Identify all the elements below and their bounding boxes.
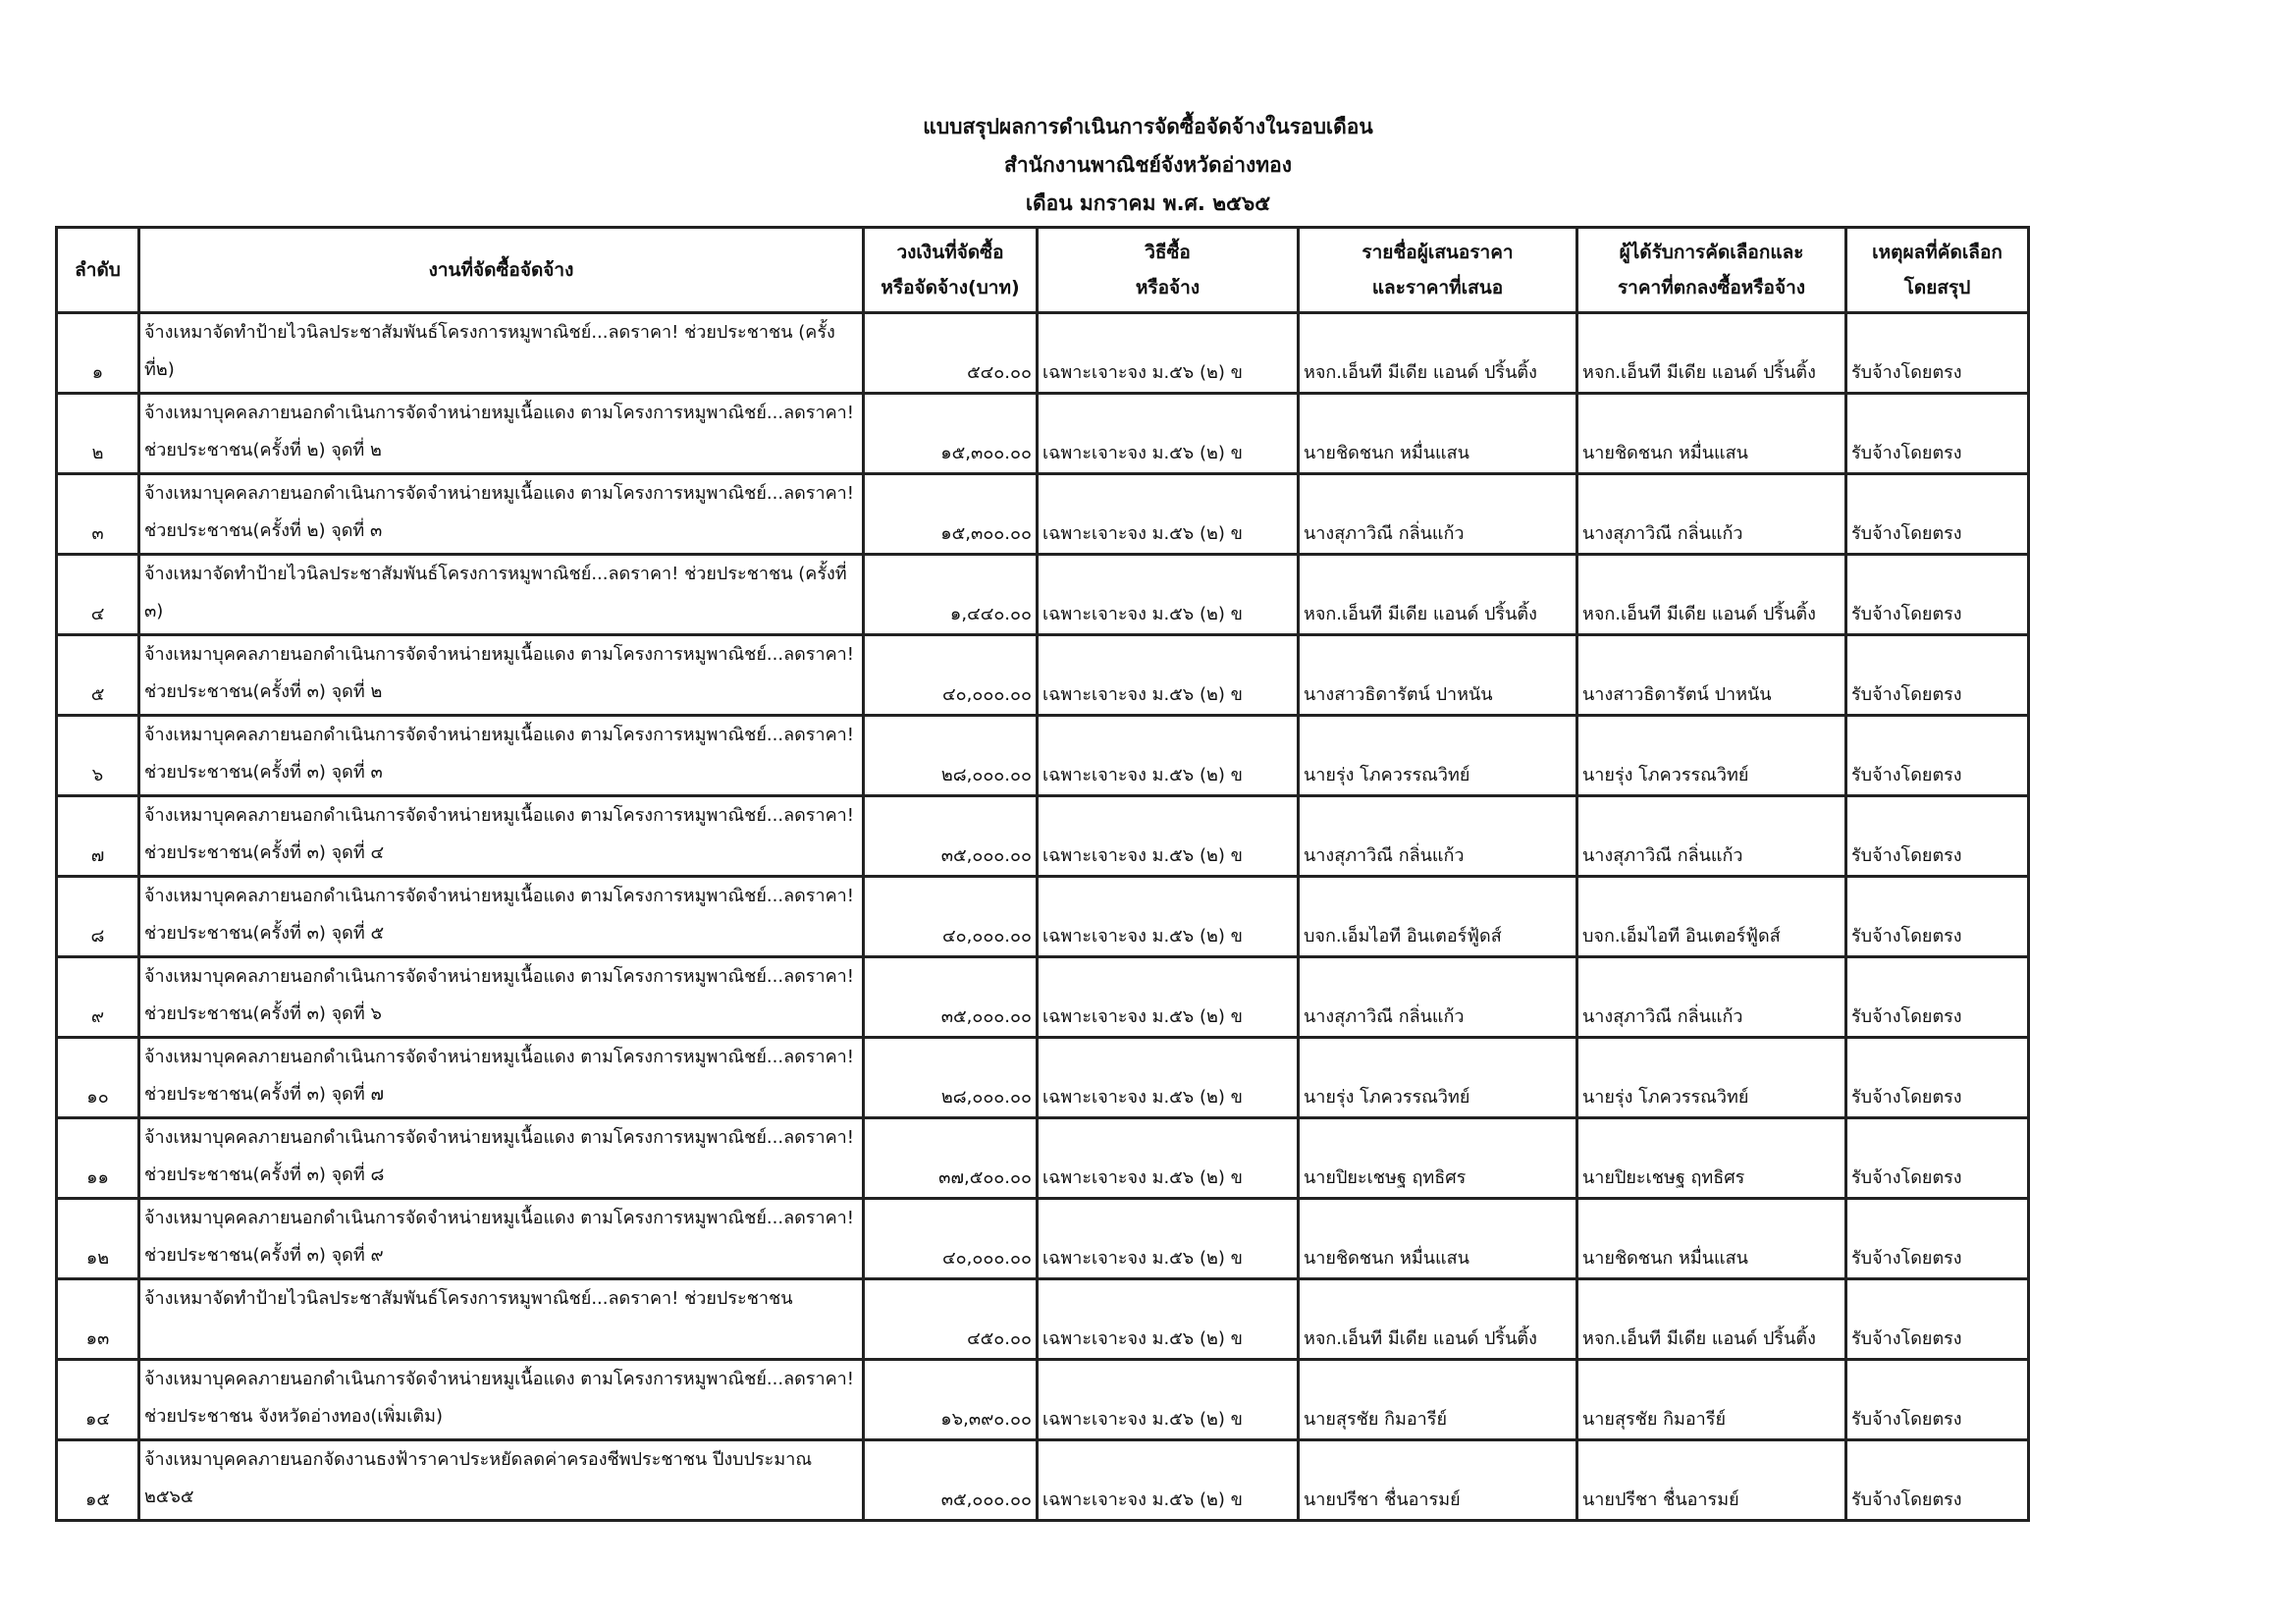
- cell-task: จ้างเหมาบุคคลภายนอกดำเนินการจัดจำหน่ายหมูเนื้อแดง ตามโครงการหมูพาณิชย์...ลดราคา! ช่วยประชาชน(ครั้งที่ ๒) จุดที่ ๒: [139, 394, 864, 474]
- table-row: [57, 313, 2029, 394]
- cell-no: ๑๕: [57, 1440, 139, 1521]
- cell-no: ๖: [57, 716, 139, 796]
- cell-task: จ้างเหมาบุคคลภายนอกจัดงานธงฟ้าราคาประหยัดลดค่าครองชีพประชาชน ปีงบประมาณ ๒๕๖๕: [139, 1440, 864, 1521]
- cell-winner: นายปรีชา ชื่นอารมย์: [1577, 1440, 1846, 1521]
- header-reason: เหตุผลที่คัดเลือก โดยสรุป: [1846, 228, 2029, 313]
- cell-bidder: นายปรีชา ชื่นอารมย์: [1299, 1440, 1577, 1521]
- cell-winner: บจก.เอ็มไอที อินเตอร์ฟู้ดส์: [1577, 877, 1846, 957]
- cell-no: ๑: [57, 313, 139, 394]
- cell-budget: ๓๗,๕๐๐.๐๐: [864, 1118, 1038, 1199]
- table-row: [57, 1199, 2029, 1279]
- cell-winner: นายรุ่ง โภควรรณวิทย์: [1577, 716, 1846, 796]
- table-row: [57, 1440, 2029, 1521]
- header-no: ลำดับ: [57, 228, 139, 313]
- cell-no: ๓: [57, 474, 139, 555]
- cell-task: จ้างเหมาบุคคลภายนอกดำเนินการจัดจำหน่ายหมูเนื้อแดง ตามโครงการหมูพาณิชย์...ลดราคา! ช่วยประชาชน จังหวัดอ่างทอง(เพิ่มเติม): [139, 1360, 864, 1440]
- cell-budget: ๔๐,๐๐๐.๐๐: [864, 635, 1038, 716]
- cell-budget: ๑,๔๔๐.๐๐: [864, 555, 1038, 635]
- cell-budget: ๑๕,๓๐๐.๐๐: [864, 474, 1038, 555]
- cell-winner: นางสุภาวิณี กลิ่นแก้ว: [1577, 796, 1846, 877]
- cell-task: จ้างเหมาบุคคลภายนอกดำเนินการจัดจำหน่ายหมูเนื้อแดง ตามโครงการหมูพาณิชย์...ลดราคา! ช่วยประชาชน(ครั้งที่ ๓) จุดที่ ๓: [139, 716, 864, 796]
- cell-method: เฉพาะเจาะจง ม.๕๖ (๒) ข: [1038, 716, 1299, 796]
- cell-no: ๕: [57, 635, 139, 716]
- cell-budget: ๕๔๐.๐๐: [864, 313, 1038, 394]
- cell-reason: รับจ้างโดยตรง: [1846, 957, 2029, 1038]
- cell-budget: ๔๕๐.๐๐: [864, 1279, 1038, 1360]
- cell-reason: รับจ้างโดยตรง: [1846, 1360, 2029, 1440]
- table-row: [57, 957, 2029, 1038]
- cell-reason: รับจ้างโดยตรง: [1846, 313, 2029, 394]
- cell-bidder: หจก.เอ็นที มีเดีย แอนด์ ปริ้นติ้ง: [1299, 313, 1577, 394]
- cell-budget: ๔๐,๐๐๐.๐๐: [864, 877, 1038, 957]
- table-row: [57, 1038, 2029, 1118]
- cell-reason: รับจ้างโดยตรง: [1846, 1118, 2029, 1199]
- table-row: [57, 1118, 2029, 1199]
- cell-winner: หจก.เอ็นที มีเดีย แอนด์ ปริ้นติ้ง: [1577, 313, 1846, 394]
- cell-reason: รับจ้างโดยตรง: [1846, 555, 2029, 635]
- document-title: [0, 108, 2296, 223]
- cell-method: เฉพาะเจาะจง ม.๕๖ (๒) ข: [1038, 1038, 1299, 1118]
- cell-winner: นายชิดชนก หมื่นแสน: [1577, 1199, 1846, 1279]
- cell-task: จ้างเหมาบุคคลภายนอกดำเนินการจัดจำหน่ายหมูเนื้อแดง ตามโครงการหมูพาณิชย์...ลดราคา! ช่วยประชาชน(ครั้งที่ ๓) จุดที่ ๖: [139, 957, 864, 1038]
- cell-budget: ๓๕,๐๐๐.๐๐: [864, 1440, 1038, 1521]
- table-row: [57, 555, 2029, 635]
- cell-budget: ๒๘,๐๐๐.๐๐: [864, 716, 1038, 796]
- cell-bidder: นายชิดชนก หมื่นแสน: [1299, 1199, 1577, 1279]
- cell-bidder: นายชิดชนก หมื่นแสน: [1299, 394, 1577, 474]
- cell-task: จ้างเหมาบุคคลภายนอกดำเนินการจัดจำหน่ายหมูเนื้อแดง ตามโครงการหมูพาณิชย์...ลดราคา! ช่วยประชาชน(ครั้งที่ ๓) จุดที่ ๗: [139, 1038, 864, 1118]
- cell-method: เฉพาะเจาะจง ม.๕๖ (๒) ข: [1038, 635, 1299, 716]
- cell-no: ๘: [57, 877, 139, 957]
- cell-method: เฉพาะเจาะจง ม.๕๖ (๒) ข: [1038, 1279, 1299, 1360]
- cell-winner: นายรุ่ง โภควรรณวิทย์: [1577, 1038, 1846, 1118]
- cell-no: ๑๓: [57, 1279, 139, 1360]
- cell-task: จ้างเหมาบุคคลภายนอกดำเนินการจัดจำหน่ายหมูเนื้อแดง ตามโครงการหมูพาณิชย์...ลดราคา! ช่วยประชาชน(ครั้งที่ ๒) จุดที่ ๓: [139, 474, 864, 555]
- cell-bidder: บจก.เอ็มไอที อินเตอร์ฟู้ดส์: [1299, 877, 1577, 957]
- cell-reason: รับจ้างโดยตรง: [1846, 474, 2029, 555]
- cell-bidder: นายรุ่ง โภควรรณวิทย์: [1299, 716, 1577, 796]
- cell-method: เฉพาะเจาะจง ม.๕๖ (๒) ข: [1038, 474, 1299, 555]
- table-row: [57, 796, 2029, 877]
- table-row: [57, 474, 2029, 555]
- cell-bidder: หจก.เอ็นที มีเดีย แอนด์ ปริ้นติ้ง: [1299, 1279, 1577, 1360]
- cell-bidder: นางสุภาวิณี กลิ่นแก้ว: [1299, 796, 1577, 877]
- cell-winner: นายสุรชัย กิมอารีย์: [1577, 1360, 1846, 1440]
- table-row: [57, 716, 2029, 796]
- cell-task: จ้างเหมาจัดทำป้ายไวนิลประชาสัมพันธ์โครงการหมูพาณิชย์...ลดราคา! ช่วยประชาชน (ครั้งที่๒): [139, 313, 864, 394]
- table-row: [57, 394, 2029, 474]
- cell-method: เฉพาะเจาะจง ม.๕๖ (๒) ข: [1038, 957, 1299, 1038]
- cell-no: ๑๑: [57, 1118, 139, 1199]
- table-body: [57, 313, 2029, 1521]
- cell-winner: นายชิดชนก หมื่นแสน: [1577, 394, 1846, 474]
- cell-winner: นางสุภาวิณี กลิ่นแก้ว: [1577, 957, 1846, 1038]
- cell-task: จ้างเหมาบุคคลภายนอกดำเนินการจัดจำหน่ายหมูเนื้อแดง ตามโครงการหมูพาณิชย์...ลดราคา! ช่วยประชาชน(ครั้งที่ ๓) จุดที่ ๙: [139, 1199, 864, 1279]
- cell-reason: รับจ้างโดยตรง: [1846, 716, 2029, 796]
- cell-reason: รับจ้างโดยตรง: [1846, 1038, 2029, 1118]
- cell-budget: ๔๐,๐๐๐.๐๐: [864, 1199, 1038, 1279]
- cell-bidder: นายสุรชัย กิมอารีย์: [1299, 1360, 1577, 1440]
- cell-task: จ้างเหมาบุคคลภายนอกดำเนินการจัดจำหน่ายหมูเนื้อแดง ตามโครงการหมูพาณิชย์...ลดราคา! ช่วยประชาชน(ครั้งที่ ๓) จุดที่ ๒: [139, 635, 864, 716]
- cell-reason: รับจ้างโดยตรง: [1846, 877, 2029, 957]
- header-winner: ผู้ได้รับการคัดเลือกและ ราคาที่ตกลงซื้อหรือจ้าง: [1577, 228, 1846, 313]
- title-line-3: เดือน มกราคม พ.ศ. ๒๕๖๕: [1025, 191, 1271, 215]
- table-row: [57, 1279, 2029, 1360]
- table-header-row: [57, 228, 2029, 313]
- table-row: [57, 635, 2029, 716]
- cell-winner: หจก.เอ็นที มีเดีย แอนด์ ปริ้นติ้ง: [1577, 555, 1846, 635]
- cell-method: เฉพาะเจาะจง ม.๕๖ (๒) ข: [1038, 313, 1299, 394]
- cell-winner: นางสาวธิดารัตน์ ปาหนัน: [1577, 635, 1846, 716]
- cell-task: จ้างเหมาบุคคลภายนอกดำเนินการจัดจำหน่ายหมูเนื้อแดง ตามโครงการหมูพาณิชย์...ลดราคา! ช่วยประชาชน(ครั้งที่ ๓) จุดที่ ๔: [139, 796, 864, 877]
- cell-no: ๒: [57, 394, 139, 474]
- table-row: [57, 877, 2029, 957]
- cell-method: เฉพาะเจาะจง ม.๕๖ (๒) ข: [1038, 1118, 1299, 1199]
- cell-reason: รับจ้างโดยตรง: [1846, 796, 2029, 877]
- cell-bidder: นางสุภาวิณี กลิ่นแก้ว: [1299, 957, 1577, 1038]
- header-method: วิธีซื้อ หรือจ้าง: [1038, 228, 1299, 313]
- header-bidders: รายชื่อผู้เสนอราคา และราคาที่เสนอ: [1299, 228, 1577, 313]
- cell-task: จ้างเหมาบุคคลภายนอกดำเนินการจัดจำหน่ายหมูเนื้อแดง ตามโครงการหมูพาณิชย์...ลดราคา! ช่วยประชาชน(ครั้งที่ ๓) จุดที่ ๘: [139, 1118, 864, 1199]
- cell-no: ๗: [57, 796, 139, 877]
- cell-budget: ๑๕,๓๐๐.๐๐: [864, 394, 1038, 474]
- cell-reason: รับจ้างโดยตรง: [1846, 1440, 2029, 1521]
- cell-bidder: นางสาวธิดารัตน์ ปาหนัน: [1299, 635, 1577, 716]
- cell-method: เฉพาะเจาะจง ม.๕๖ (๒) ข: [1038, 877, 1299, 957]
- cell-winner: หจก.เอ็นที มีเดีย แอนด์ ปริ้นติ้ง: [1577, 1279, 1846, 1360]
- cell-no: ๑๐: [57, 1038, 139, 1118]
- cell-method: เฉพาะเจาะจง ม.๕๖ (๒) ข: [1038, 1360, 1299, 1440]
- cell-budget: ๒๘,๐๐๐.๐๐: [864, 1038, 1038, 1118]
- title-line-1: แบบสรุปผลการดำเนินการจัดซื้อจัดจ้างในรอบเดือน: [923, 115, 1373, 138]
- cell-no: ๔: [57, 555, 139, 635]
- cell-budget: ๑๖,๓๙๐.๐๐: [864, 1360, 1038, 1440]
- cell-budget: ๓๕,๐๐๐.๐๐: [864, 957, 1038, 1038]
- title-line-2: สำนักงานพาณิชย์จังหวัดอ่างทอง: [1004, 153, 1292, 177]
- cell-reason: รับจ้างโดยตรง: [1846, 394, 2029, 474]
- header-task: งานที่จัดซื้อจัดจ้าง: [139, 228, 864, 313]
- procurement-table: [55, 226, 2030, 1522]
- cell-method: เฉพาะเจาะจง ม.๕๖ (๒) ข: [1038, 796, 1299, 877]
- cell-method: เฉพาะเจาะจง ม.๕๖ (๒) ข: [1038, 555, 1299, 635]
- cell-bidder: หจก.เอ็นที มีเดีย แอนด์ ปริ้นติ้ง: [1299, 555, 1577, 635]
- cell-winner: นายปิยะเชษฐ ฤทธิศร: [1577, 1118, 1846, 1199]
- cell-method: เฉพาะเจาะจง ม.๕๖ (๒) ข: [1038, 1199, 1299, 1279]
- cell-budget: ๓๕,๐๐๐.๐๐: [864, 796, 1038, 877]
- cell-no: ๑๔: [57, 1360, 139, 1440]
- cell-task: จ้างเหมาบุคคลภายนอกดำเนินการจัดจำหน่ายหมูเนื้อแดง ตามโครงการหมูพาณิชย์...ลดราคา! ช่วยประชาชน(ครั้งที่ ๓) จุดที่ ๕: [139, 877, 864, 957]
- cell-bidder: นายรุ่ง โภควรรณวิทย์: [1299, 1038, 1577, 1118]
- table-row: [57, 1360, 2029, 1440]
- cell-reason: รับจ้างโดยตรง: [1846, 1279, 2029, 1360]
- cell-reason: รับจ้างโดยตรง: [1846, 635, 2029, 716]
- cell-bidder: นายปิยะเชษฐ ฤทธิศร: [1299, 1118, 1577, 1199]
- cell-bidder: นางสุภาวิณี กลิ่นแก้ว: [1299, 474, 1577, 555]
- cell-winner: นางสุภาวิณี กลิ่นแก้ว: [1577, 474, 1846, 555]
- cell-reason: รับจ้างโดยตรง: [1846, 1199, 2029, 1279]
- header-budget: วงเงินที่จัดซื้อ หรือจัดจ้าง(บาท): [864, 228, 1038, 313]
- cell-no: ๙: [57, 957, 139, 1038]
- cell-no: ๑๒: [57, 1199, 139, 1279]
- cell-method: เฉพาะเจาะจง ม.๕๖ (๒) ข: [1038, 394, 1299, 474]
- cell-task: จ้างเหมาจัดทำป้ายไวนิลประชาสัมพันธ์โครงการหมูพาณิชย์...ลดราคา! ช่วยประชาชน: [139, 1279, 864, 1360]
- cell-task: จ้างเหมาจัดทำป้ายไวนิลประชาสัมพันธ์โครงการหมูพาณิชย์...ลดราคา! ช่วยประชาชน (ครั้งที่ ๓): [139, 555, 864, 635]
- cell-method: เฉพาะเจาะจง ม.๕๖ (๒) ข: [1038, 1440, 1299, 1521]
